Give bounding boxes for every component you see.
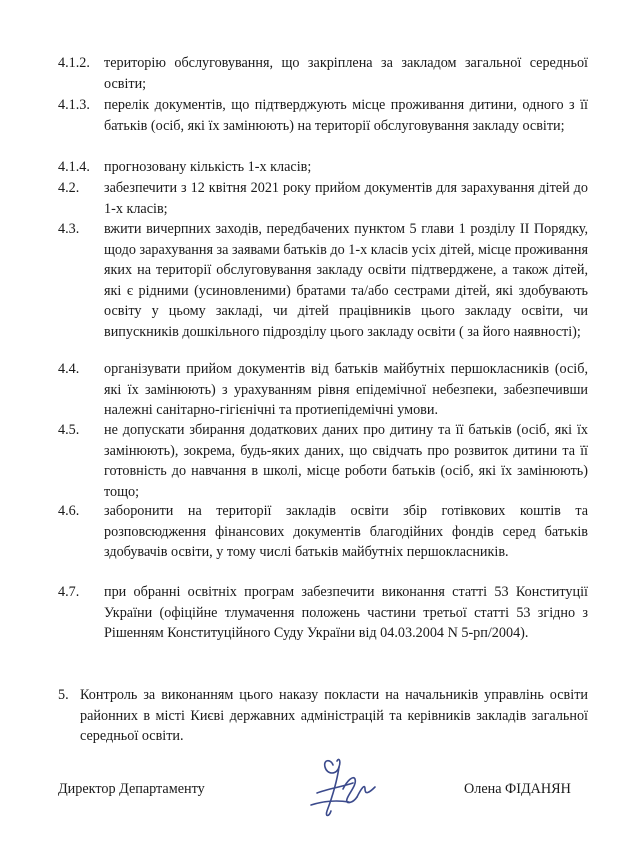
list-item <box>58 501 588 563</box>
item-number: 4.6. <box>58 503 80 519</box>
item-text: територію обслуговування, що закріплена за закладом загальної середньої освіти; <box>104 55 588 92</box>
list-item <box>58 53 588 94</box>
signature-stroke <box>326 767 339 816</box>
handwritten-signature <box>303 753 385 823</box>
item-number: 4.3. <box>58 221 80 237</box>
item-number: 4.1.2. <box>58 55 90 71</box>
item-text: організувати прийом документів від батьків майбутніх першокласників (осіб, які їх замінюють) з урахуванням рівня епідемічної небезпеки, забезпечивши належні санітарно-гігієнічні та протиепідемічні умови. <box>104 361 588 418</box>
signature-stroke <box>325 759 340 773</box>
item-text: не допускати збирання додаткових даних про дитину та її батьків (осіб, які їх замінюють), зокрема, будь-яких даних, що свідчать про розвиток дитини та її готовність до навчання в школі, місце роботи батьків (осіб, які їх замінюють) тощо; <box>104 422 588 500</box>
list-item <box>58 420 588 502</box>
list-item <box>58 178 588 219</box>
signature-stroke <box>357 787 375 797</box>
item-text: вжити вичерпних заходів, передбачених пунктом 5 глави 1 розділу ІІ Порядку, щодо зарахування за заявами батьків до 1-х класів усіх дітей, місце проживання яких на території обслуговування закладу освіти підтверджене, а також дітей, які є рідними (усиновленими) братами та/або сестрами дітей, які здобувають освіту у цьому закладі, чи дітей працівників цього закладу освіти, чи випускників дошкільного підрозділу цього закладу освіти ( за його наявності); <box>104 221 588 340</box>
item-number: 4.2. <box>58 180 80 196</box>
item-number: 4.1.3. <box>58 97 90 113</box>
list-item <box>58 157 588 178</box>
list-item <box>58 359 588 421</box>
list-item <box>58 95 588 136</box>
closing-paragraph <box>58 685 588 747</box>
item-number: 4.1.4. <box>58 159 90 175</box>
list-item <box>58 219 588 342</box>
item-text: перелік документів, що підтверджують місце проживання дитини, одного з її батьків (осіб, які їх замінюють) на території обслуговування закладу освіти; <box>104 97 588 134</box>
signatory-title: Директор Департаменту <box>58 781 205 797</box>
closing-number: 5. <box>58 687 69 703</box>
signatory-name: Олена ФІДАНЯН <box>464 781 571 797</box>
closing-text: Контроль за виконанням цього наказу покласти на начальників управлінь освіти районних в місті Києві державних адміністрацій та керівників закладів загальної середньої освіти. <box>80 687 588 744</box>
item-number: 4.7. <box>58 584 80 600</box>
item-text: забезпечити з 12 квітня 2021 року прийом документів для зарахування дітей до 1-х класів; <box>104 180 588 217</box>
item-text: прогнозовану кількість 1-х класів; <box>104 159 312 175</box>
signature-stroke <box>343 778 357 803</box>
item-number: 4.4. <box>58 361 80 377</box>
item-text: при обранні освітніх програм забезпечити виконання статті 53 Конституції України (офіційне тлумачення положень частини третьої статті 53 згідно з Рішенням Конституційного Суду України від 04.03.2004 N 5-рп/2004). <box>104 584 588 641</box>
item-text: заборонити на території закладів освіти збір готівкових коштів та розповсюдження фінансових документів благодійних фондів серед батьків здобувачів освіти, у тому числі батьків майбутніх першокласників. <box>104 503 588 560</box>
list-item <box>58 582 588 644</box>
item-number: 4.5. <box>58 422 80 438</box>
